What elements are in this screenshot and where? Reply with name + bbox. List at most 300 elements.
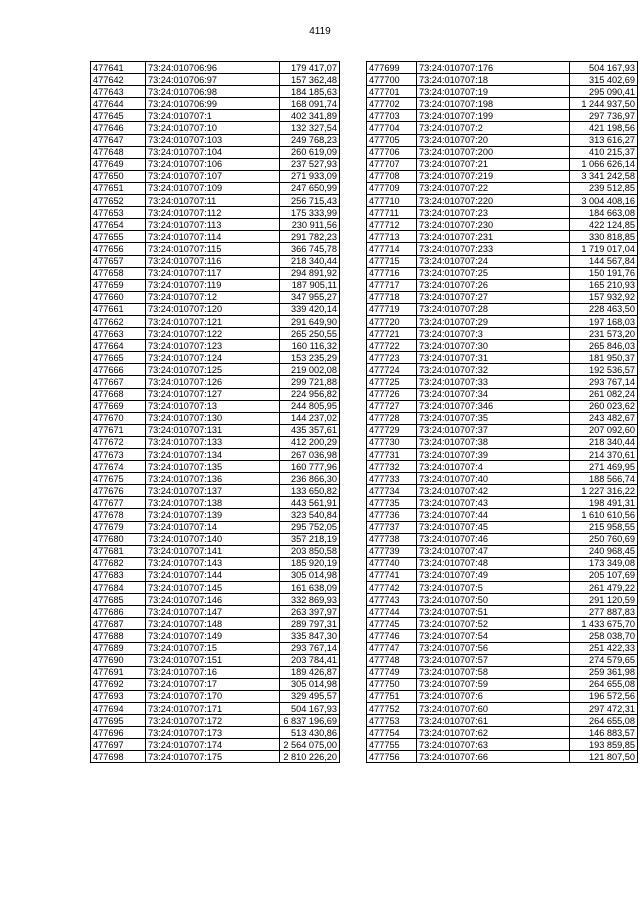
cadastral-number-cell: 73:24:010707:20 <box>417 134 570 146</box>
table-row <box>367 533 638 545</box>
cadastral-number-cell: 73:24:010707:4 <box>417 461 570 473</box>
cadastral-number-cell: 73:24:010707:141 <box>146 545 280 557</box>
row-number-cell: 477698 <box>91 751 146 763</box>
value-cell: 1 719 017,04 <box>570 243 638 255</box>
cadastral-number-cell: 73:24:010707:172 <box>146 715 280 727</box>
cadastral-number-cell: 73:24:010707:1 <box>146 110 280 122</box>
value-cell: 297 736,97 <box>570 110 638 122</box>
cadastral-number-cell: 73:24:010707:114 <box>146 231 280 243</box>
value-cell: 261 479,22 <box>570 582 638 594</box>
cadastral-number-cell: 73:24:010707:139 <box>146 509 280 521</box>
cadastral-number-cell: 73:24:010707:170 <box>146 690 280 702</box>
row-number-cell: 477713 <box>367 231 417 243</box>
cadastral-number-cell: 73:24:010707:107 <box>146 170 280 182</box>
row-number-cell: 477671 <box>91 424 146 436</box>
table-row <box>91 461 340 473</box>
table-row <box>91 98 340 110</box>
row-number-cell: 477748 <box>367 654 417 666</box>
row-number-cell: 477651 <box>91 182 146 194</box>
table-row <box>91 110 340 122</box>
row-number-cell: 477649 <box>91 158 146 170</box>
table-row <box>91 328 340 340</box>
table-row <box>91 195 340 207</box>
row-number-cell: 477699 <box>367 62 417 74</box>
row-number-cell: 477721 <box>367 328 417 340</box>
table-row <box>367 340 638 352</box>
cadastral-number-cell: 73:24:010707:47 <box>417 545 570 557</box>
value-cell: 293 767,14 <box>570 376 638 388</box>
row-number-cell: 477683 <box>91 569 146 581</box>
row-number-cell: 477653 <box>91 207 146 219</box>
value-cell: 236 866,30 <box>280 473 340 485</box>
value-cell: 305 014,98 <box>280 678 340 690</box>
row-number-cell: 477756 <box>367 751 417 763</box>
row-number-cell: 477746 <box>367 630 417 642</box>
cadastral-number-cell: 73:24:010707:120 <box>146 303 280 315</box>
row-number-cell: 477696 <box>91 727 146 739</box>
table-row <box>367 751 638 763</box>
cadastral-number-cell: 73:24:010707:137 <box>146 485 280 497</box>
value-cell: 218 340,44 <box>570 436 638 448</box>
table-row <box>91 86 340 98</box>
row-number-cell: 477723 <box>367 352 417 364</box>
row-number-cell: 477681 <box>91 545 146 557</box>
row-number-cell: 477658 <box>91 267 146 279</box>
table-row <box>91 340 340 352</box>
row-number-cell: 477755 <box>367 739 417 751</box>
cadastral-number-cell: 73:24:010707:17 <box>146 678 280 690</box>
value-cell: 410 215,37 <box>570 146 638 158</box>
value-cell: 250 760,69 <box>570 533 638 545</box>
cadastral-number-cell: 73:24:010707:126 <box>146 376 280 388</box>
value-cell: 443 561,91 <box>280 497 340 509</box>
value-cell: 185 920,19 <box>280 557 340 569</box>
table-row <box>91 303 340 315</box>
cadastral-number-cell: 73:24:010707:145 <box>146 582 280 594</box>
table-row <box>91 569 340 581</box>
value-cell: 261 082,24 <box>570 388 638 400</box>
cadastral-number-cell: 73:24:010707:38 <box>417 436 570 448</box>
table-row <box>91 545 340 557</box>
value-cell: 291 649,90 <box>280 315 340 327</box>
row-number-cell: 477717 <box>367 279 417 291</box>
row-number-cell: 477718 <box>367 291 417 303</box>
cadastral-number-cell: 73:24:010707:116 <box>146 255 280 267</box>
value-cell: 357 218,19 <box>280 533 340 545</box>
row-number-cell: 477728 <box>367 412 417 424</box>
value-cell: 291 120,59 <box>570 594 638 606</box>
table-row <box>91 412 340 424</box>
table-row <box>367 449 638 461</box>
row-number-cell: 477644 <box>91 98 146 110</box>
table-row <box>367 98 638 110</box>
table-row <box>91 122 340 134</box>
row-number-cell: 477697 <box>91 739 146 751</box>
table-row <box>367 364 638 376</box>
row-number-cell: 477753 <box>367 715 417 727</box>
value-cell: 2 810 226,20 <box>280 751 340 763</box>
value-cell: 265 250,55 <box>280 328 340 340</box>
value-cell: 144 567,84 <box>570 255 638 267</box>
value-cell: 315 402,69 <box>570 74 638 86</box>
row-number-cell: 477672 <box>91 436 146 448</box>
cadastral-number-cell: 73:24:010707:147 <box>146 606 280 618</box>
value-cell: 271 469,95 <box>570 461 638 473</box>
table-row <box>91 291 340 303</box>
cadastral-number-cell: 73:24:010706:99 <box>146 98 280 110</box>
value-cell: 196 572,56 <box>570 690 638 702</box>
value-cell: 215 958,55 <box>570 521 638 533</box>
table-row <box>367 654 638 666</box>
cadastral-number-cell: 73:24:010707:148 <box>146 618 280 630</box>
cadastral-number-cell: 73:24:010707:22 <box>417 182 570 194</box>
cadastral-number-cell: 73:24:010707:230 <box>417 219 570 231</box>
cadastral-number-cell: 73:24:010707:113 <box>146 219 280 231</box>
value-cell: 260 023,62 <box>570 400 638 412</box>
cadastral-number-cell: 73:24:010707:58 <box>417 666 570 678</box>
value-cell: 339 420,14 <box>280 303 340 315</box>
table-row <box>367 630 638 642</box>
cadastral-number-cell: 73:24:010707:130 <box>146 412 280 424</box>
cadastral-number-cell: 73:24:010707:12 <box>146 291 280 303</box>
value-cell: 265 846,03 <box>570 340 638 352</box>
row-number-cell: 477749 <box>367 666 417 678</box>
value-cell: 251 422,33 <box>570 642 638 654</box>
table-row <box>367 702 638 714</box>
cadastral-number-cell: 73:24:010707:43 <box>417 497 570 509</box>
table-row <box>91 219 340 231</box>
cadastral-number-cell: 73:24:010707:127 <box>146 388 280 400</box>
row-number-cell: 477733 <box>367 473 417 485</box>
value-cell: 3 341 242,58 <box>570 170 638 182</box>
row-number-cell: 477720 <box>367 315 417 327</box>
table-row <box>91 146 340 158</box>
row-number-cell: 477731 <box>367 449 417 461</box>
row-number-cell: 477684 <box>91 582 146 594</box>
value-cell: 239 512,85 <box>570 182 638 194</box>
cadastral-number-cell: 73:24:010707:59 <box>417 678 570 690</box>
row-number-cell: 477667 <box>91 376 146 388</box>
table-row <box>367 170 638 182</box>
cadastral-number-cell: 73:24:010707:219 <box>417 170 570 182</box>
row-number-cell: 477655 <box>91 231 146 243</box>
row-number-cell: 477740 <box>367 557 417 569</box>
table-row <box>91 74 340 86</box>
table-row <box>367 473 638 485</box>
table-row <box>367 219 638 231</box>
cadastral-number-cell: 73:24:010707:6 <box>417 690 570 702</box>
table-row <box>367 727 638 739</box>
value-cell: 299 721,88 <box>280 376 340 388</box>
row-number-cell: 477743 <box>367 594 417 606</box>
cadastral-number-cell: 73:24:010707:122 <box>146 328 280 340</box>
value-cell: 121 807,50 <box>570 751 638 763</box>
row-number-cell: 477693 <box>91 690 146 702</box>
table-row <box>91 267 340 279</box>
cadastral-number-cell: 73:24:010707:29 <box>417 315 570 327</box>
table-row <box>367 122 638 134</box>
row-number-cell: 477725 <box>367 376 417 388</box>
row-number-cell: 477706 <box>367 146 417 158</box>
table-row <box>91 473 340 485</box>
row-number-cell: 477738 <box>367 533 417 545</box>
row-number-cell: 477707 <box>367 158 417 170</box>
row-number-cell: 477701 <box>367 86 417 98</box>
row-number-cell: 477685 <box>91 594 146 606</box>
row-number-cell: 477650 <box>91 170 146 182</box>
right-register-table <box>366 61 638 763</box>
value-cell: 291 782,23 <box>280 231 340 243</box>
row-number-cell: 477742 <box>367 582 417 594</box>
cadastral-number-cell: 73:24:010707:146 <box>146 594 280 606</box>
row-number-cell: 477682 <box>91 557 146 569</box>
row-number-cell: 477754 <box>367 727 417 739</box>
cadastral-number-cell: 73:24:010706:97 <box>146 74 280 86</box>
value-cell: 366 745,78 <box>280 243 340 255</box>
cadastral-number-cell: 73:24:010707:60 <box>417 702 570 714</box>
row-number-cell: 477660 <box>91 291 146 303</box>
value-cell: 243 482,67 <box>570 412 638 424</box>
row-number-cell: 477751 <box>367 690 417 702</box>
row-number-cell: 477729 <box>367 424 417 436</box>
value-cell: 179 417,07 <box>280 62 340 74</box>
cadastral-number-cell: 73:24:010707:175 <box>146 751 280 763</box>
cadastral-number-cell: 73:24:010707:15 <box>146 642 280 654</box>
row-number-cell: 477662 <box>91 315 146 327</box>
row-number-cell: 477735 <box>367 497 417 509</box>
table-row <box>367 557 638 569</box>
table-row <box>91 654 340 666</box>
table-row <box>367 545 638 557</box>
row-number-cell: 477711 <box>367 207 417 219</box>
table-row <box>367 110 638 122</box>
table-row <box>367 436 638 448</box>
value-cell: 323 540,84 <box>280 509 340 521</box>
cadastral-number-cell: 73:24:010707:35 <box>417 412 570 424</box>
row-number-cell: 477648 <box>91 146 146 158</box>
row-number-cell: 477680 <box>91 533 146 545</box>
cadastral-number-cell: 73:24:010707:138 <box>146 497 280 509</box>
row-number-cell: 477712 <box>367 219 417 231</box>
cadastral-number-cell: 73:24:010707:109 <box>146 182 280 194</box>
cadastral-number-cell: 73:24:010707:32 <box>417 364 570 376</box>
table-row <box>91 424 340 436</box>
value-cell: 504 167,93 <box>280 702 340 714</box>
row-number-cell: 477744 <box>367 606 417 618</box>
table-row <box>367 485 638 497</box>
value-cell: 332 869,93 <box>280 594 340 606</box>
table-row <box>367 739 638 751</box>
table-row <box>367 618 638 630</box>
table-row <box>367 521 638 533</box>
value-cell: 218 340,44 <box>280 255 340 267</box>
row-number-cell: 477703 <box>367 110 417 122</box>
row-number-cell: 477677 <box>91 497 146 509</box>
value-cell: 402 341,89 <box>280 110 340 122</box>
table-row <box>91 630 340 642</box>
table-row <box>91 207 340 219</box>
table-row <box>91 521 340 533</box>
value-cell: 289 797,31 <box>280 618 340 630</box>
row-number-cell: 477715 <box>367 255 417 267</box>
table-row <box>91 739 340 751</box>
value-cell: 264 655,08 <box>570 678 638 690</box>
table-row <box>91 436 340 448</box>
value-cell: 294 891,92 <box>280 267 340 279</box>
value-cell: 214 370,61 <box>570 449 638 461</box>
value-cell: 132 327,54 <box>280 122 340 134</box>
table-row <box>91 751 340 763</box>
value-cell: 347 955,27 <box>280 291 340 303</box>
row-number-cell: 477687 <box>91 618 146 630</box>
table-row <box>91 642 340 654</box>
value-cell: 274 579,65 <box>570 654 638 666</box>
value-cell: 260 619,09 <box>280 146 340 158</box>
value-cell: 224 956,82 <box>280 388 340 400</box>
value-cell: 329 495,57 <box>280 690 340 702</box>
value-cell: 150 191,76 <box>570 267 638 279</box>
row-number-cell: 477674 <box>91 461 146 473</box>
cadastral-number-cell: 73:24:010707:174 <box>146 739 280 751</box>
table-row <box>91 315 340 327</box>
cadastral-number-cell: 73:24:010707:104 <box>146 146 280 158</box>
table-row <box>367 715 638 727</box>
row-number-cell: 477652 <box>91 195 146 207</box>
table-row <box>367 291 638 303</box>
row-number-cell: 477688 <box>91 630 146 642</box>
value-cell: 230 911,56 <box>280 219 340 231</box>
cadastral-number-cell: 73:24:010707:346 <box>417 400 570 412</box>
table-row <box>367 388 638 400</box>
row-number-cell: 477705 <box>367 134 417 146</box>
cadastral-number-cell: 73:24:010707:31 <box>417 352 570 364</box>
row-number-cell: 477666 <box>91 364 146 376</box>
cadastral-number-cell: 73:24:010707:115 <box>146 243 280 255</box>
value-cell: 295 752,05 <box>280 521 340 533</box>
table-row <box>367 606 638 618</box>
table-row <box>367 195 638 207</box>
cadastral-number-cell: 73:24:010707:66 <box>417 751 570 763</box>
cadastral-number-cell: 73:24:010707:19 <box>417 86 570 98</box>
table-row <box>91 690 340 702</box>
cadastral-number-cell: 73:24:010707:10 <box>146 122 280 134</box>
value-cell: 184 663,08 <box>570 207 638 219</box>
value-cell: 504 167,93 <box>570 62 638 74</box>
value-cell: 205 107,69 <box>570 569 638 581</box>
cadastral-number-cell: 73:24:010707:133 <box>146 436 280 448</box>
value-cell: 247 650,99 <box>280 182 340 194</box>
value-cell: 231 573,20 <box>570 328 638 340</box>
table-row <box>91 606 340 618</box>
row-number-cell: 477737 <box>367 521 417 533</box>
row-number-cell: 477704 <box>367 122 417 134</box>
row-number-cell: 477752 <box>367 702 417 714</box>
row-number-cell: 477646 <box>91 122 146 134</box>
table-row <box>367 182 638 194</box>
table-row <box>367 509 638 521</box>
cadastral-number-cell: 73:24:010707:33 <box>417 376 570 388</box>
table-row <box>91 134 340 146</box>
value-cell: 160 777,96 <box>280 461 340 473</box>
cadastral-number-cell: 73:24:010707:51 <box>417 606 570 618</box>
cadastral-number-cell: 73:24:010707:26 <box>417 279 570 291</box>
table-row <box>367 569 638 581</box>
table-row <box>91 255 340 267</box>
value-cell: 153 235,29 <box>280 352 340 364</box>
cadastral-number-cell: 73:24:010707:13 <box>146 400 280 412</box>
row-number-cell: 477673 <box>91 449 146 461</box>
cadastral-number-cell: 73:24:010707:34 <box>417 388 570 400</box>
cadastral-number-cell: 73:24:010707:103 <box>146 134 280 146</box>
cadastral-number-cell: 73:24:010707:45 <box>417 521 570 533</box>
value-cell: 1 066 626,14 <box>570 158 638 170</box>
cadastral-number-cell: 73:24:010707:25 <box>417 267 570 279</box>
table-row <box>91 170 340 182</box>
table-row <box>91 533 340 545</box>
cadastral-number-cell: 73:24:010707:18 <box>417 74 570 86</box>
row-number-cell: 477694 <box>91 702 146 714</box>
table-row <box>367 207 638 219</box>
table-row <box>91 618 340 630</box>
value-cell: 188 566,74 <box>570 473 638 485</box>
cadastral-number-cell: 73:24:010707:5 <box>417 582 570 594</box>
value-cell: 240 968,45 <box>570 545 638 557</box>
value-cell: 412 200,29 <box>280 436 340 448</box>
row-number-cell: 477716 <box>367 267 417 279</box>
table-row <box>367 86 638 98</box>
cadastral-number-cell: 73:24:010707:30 <box>417 340 570 352</box>
table-row <box>91 594 340 606</box>
value-cell: 313 616,27 <box>570 134 638 146</box>
row-number-cell: 477670 <box>91 412 146 424</box>
table-row <box>367 74 638 86</box>
cadastral-number-cell: 73:24:010707:40 <box>417 473 570 485</box>
table-row <box>91 497 340 509</box>
value-cell: 189 426,87 <box>280 666 340 678</box>
value-cell: 160 116,32 <box>280 340 340 352</box>
table-row <box>91 62 340 74</box>
row-number-cell: 477695 <box>91 715 146 727</box>
value-cell: 1 433 675,70 <box>570 618 638 630</box>
row-number-cell: 477664 <box>91 340 146 352</box>
row-number-cell: 477642 <box>91 74 146 86</box>
row-number-cell: 477710 <box>367 195 417 207</box>
table-row <box>91 702 340 714</box>
cadastral-number-cell: 73:24:010707:37 <box>417 424 570 436</box>
value-cell: 237 527,93 <box>280 158 340 170</box>
table-row <box>367 678 638 690</box>
value-cell: 258 038,70 <box>570 630 638 642</box>
cadastral-number-cell: 73:24:010707:61 <box>417 715 570 727</box>
row-number-cell: 477668 <box>91 388 146 400</box>
table-row <box>367 412 638 424</box>
table-row <box>367 690 638 702</box>
value-cell: 1 244 937,50 <box>570 98 638 110</box>
row-number-cell: 477724 <box>367 364 417 376</box>
cadastral-number-cell: 73:24:010707:16 <box>146 666 280 678</box>
value-cell: 146 883,57 <box>570 727 638 739</box>
cadastral-number-cell: 73:24:010707:3 <box>417 328 570 340</box>
row-number-cell: 477726 <box>367 388 417 400</box>
table-row <box>367 62 638 74</box>
value-cell: 219 002,08 <box>280 364 340 376</box>
left-register-table <box>90 61 340 763</box>
table-row <box>91 243 340 255</box>
table-row <box>367 400 638 412</box>
row-number-cell: 477686 <box>91 606 146 618</box>
row-number-cell: 477750 <box>367 678 417 690</box>
row-number-cell: 477690 <box>91 654 146 666</box>
